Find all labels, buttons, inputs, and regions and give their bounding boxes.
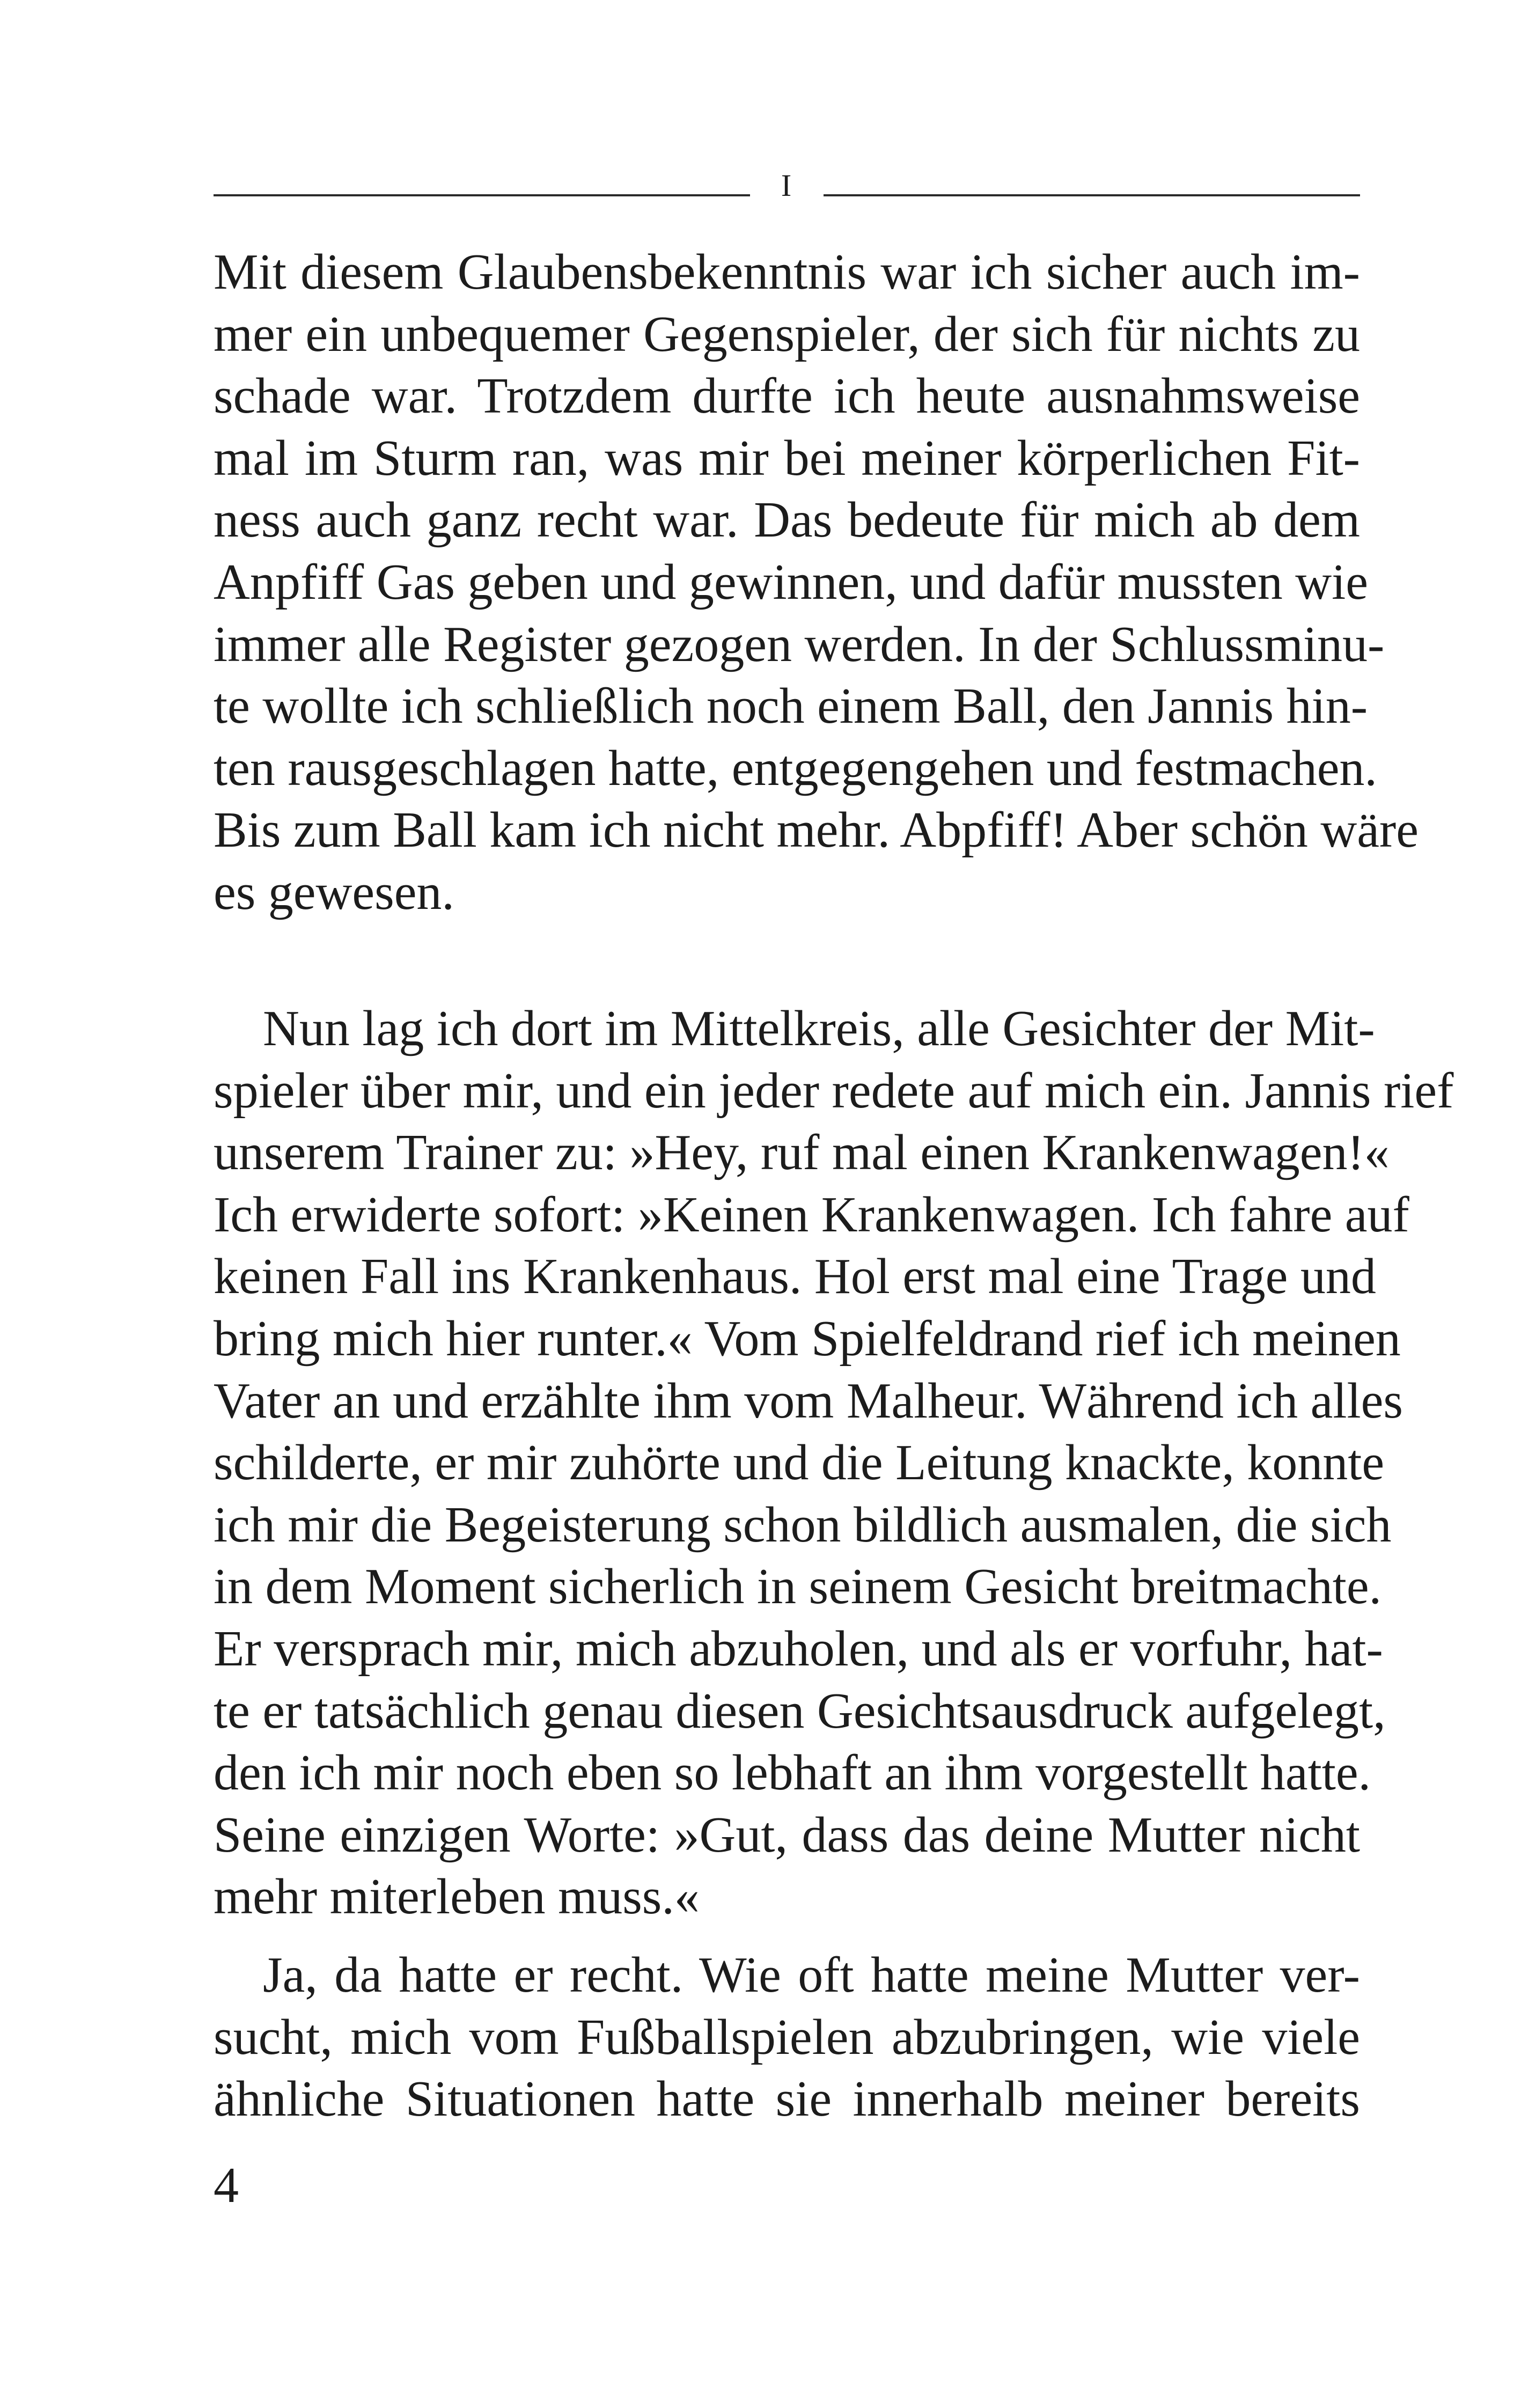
text-line: Mit diesem Glaubensbekenntnis war ich sicher auch im- bbox=[214, 244, 1360, 300]
text-line: schilderte, er mir zuhörte und die Leitung knackte, konnte bbox=[214, 1435, 1385, 1491]
text-line: Seine einzigen Worte: »Gut, dass das deine Mutter nicht bbox=[214, 1807, 1360, 1863]
chapter-marker: I bbox=[781, 168, 793, 203]
text-line: spieler über mir, und ein jeder redete auf mich ein. Jannis rief bbox=[214, 1062, 1454, 1119]
text-line: keinen Fall ins Krankenhaus. Hol erst mal eine Trage und bbox=[214, 1249, 1376, 1305]
text-line: Er versprach mir, mich abzuholen, und als er vorfuhr, hat- bbox=[214, 1620, 1383, 1677]
paragraph-1 bbox=[214, 241, 1419, 924]
text-line: Vater an und erzählte ihm vom Malheur. Während ich alles bbox=[214, 1372, 1403, 1429]
paragraph-2 bbox=[214, 998, 1454, 1928]
text-line: unserem Trainer zu: »Hey, ruf mal einen Krankenwagen!« bbox=[214, 1125, 1390, 1181]
header-rule-left bbox=[214, 194, 750, 196]
text-line: ich mir die Begeisterung schon bildlich ausmalen, die sich bbox=[214, 1496, 1392, 1553]
page-number: 4 bbox=[214, 2157, 239, 2213]
text-line: mehr miterleben muss.« bbox=[214, 1869, 700, 1925]
text-line: schade war. Trotzdem durfte ich heute ausnahmsweise bbox=[214, 368, 1360, 424]
text-line: es gewesen. bbox=[214, 864, 454, 920]
text-line: ten rausgeschlagen hatte, entgegengehen und festmachen. bbox=[214, 740, 1377, 796]
text-line: in dem Moment sicherlich in seinem Gesicht breitmachte. bbox=[214, 1559, 1382, 1615]
text-line: mal im Sturm ran, was mir bei meiner körperlichen Fit- bbox=[214, 430, 1360, 486]
text-line: Ja, da hatte er recht. Wie oft hatte meine Mutter ver- bbox=[263, 1947, 1360, 2003]
text-line: sucht, mich vom Fußballspielen abzubringen, wie viele bbox=[214, 2009, 1360, 2065]
text-line: den ich mir noch eben so lebhaft an ihm vorgestellt hatte. bbox=[214, 1745, 1371, 1801]
text-line: ähnliche Situationen hatte sie innerhalb meiner bereits bbox=[214, 2071, 1360, 2127]
text-line: te wollte ich schließlich noch einem Ball, den Jannis hin- bbox=[214, 678, 1368, 735]
text-line: te er tatsächlich genau diesen Gesichtsausdruck aufgelegt, bbox=[214, 1683, 1386, 1739]
text-line: Nun lag ich dort im Mittelkreis, alle Gesichter der Mit- bbox=[263, 1001, 1375, 1056]
text-line: Anpfiff Gas geben und gewinnen, und dafür mussten wie bbox=[214, 554, 1368, 610]
text-line: ness auch ganz recht war. Das bedeute für mich ab dem bbox=[214, 492, 1360, 548]
text-line: Bis zum Ball kam ich nicht mehr. Abpfiff! Aber schön wäre bbox=[214, 802, 1419, 858]
text-line: Ich erwiderte sofort: »Keinen Krankenwagen. Ich fahre auf bbox=[214, 1186, 1409, 1243]
text-line: immer alle Register gezogen werden. In der Schlussminu- bbox=[214, 616, 1385, 672]
text-line: mer ein unbequemer Gegenspieler, der sich für nichts zu bbox=[214, 306, 1360, 362]
text-line: bring mich hier runter.« Vom Spielfeldrand rief ich meinen bbox=[214, 1310, 1401, 1367]
paragraph-3 bbox=[214, 1944, 1360, 2131]
header-rule-right bbox=[824, 194, 1360, 196]
